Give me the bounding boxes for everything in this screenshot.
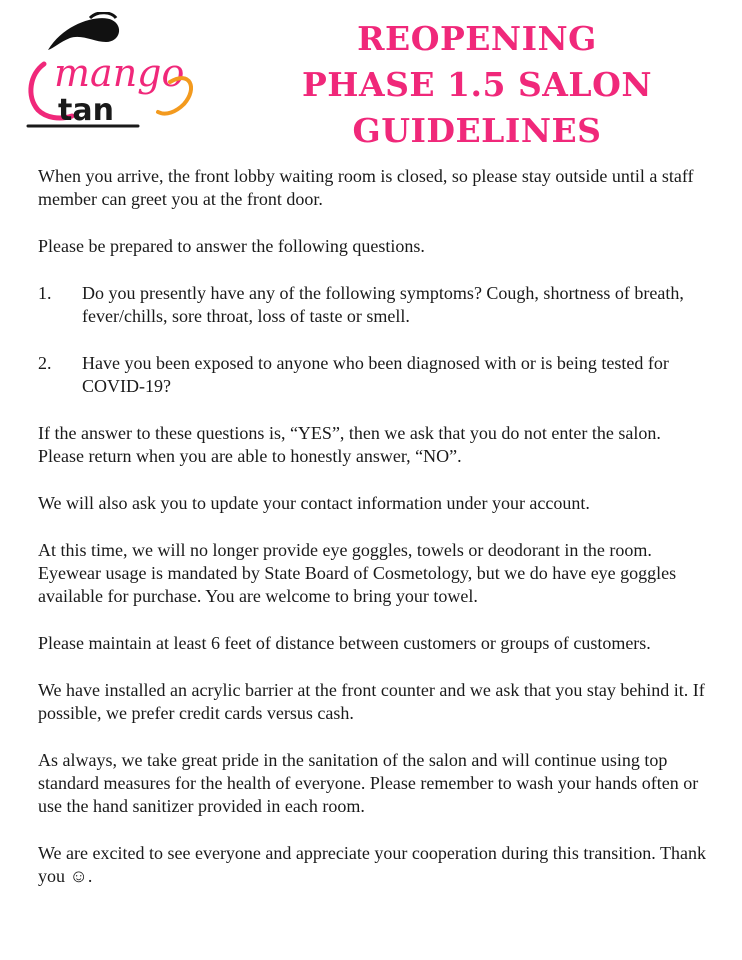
guidelines-body <box>38 165 710 912</box>
question-number: 1. <box>38 283 52 303</box>
question-text: Have you been exposed to anyone who been diagnosed with or is being tested for COVID-19? <box>82 353 669 396</box>
sanitation-paragraph: As always, we take great pride in the sanitation of the salon and will continue using top standard measures for the health of everyone. Please remember to wash your hands often or use the hand sanitizer provided in each room. <box>38 750 699 816</box>
title-line-1: REOPENING <box>357 19 597 58</box>
title-line-3: GUIDELINES <box>352 111 602 150</box>
question-item <box>38 352 710 398</box>
question-item <box>38 282 710 328</box>
arrival-paragraph: When you arrive, the front lobby waiting room is closed, so please stay outside until a staff member can greet you at the front door. <box>38 166 694 209</box>
questions-intro: Please be prepared to answer the following questions. <box>38 236 425 256</box>
contact-info-paragraph: We will also ask you to update your contact information under your account. <box>38 493 590 513</box>
yes-answer-paragraph: If the answer to these questions is, “YES”, then we ask that you do not enter the salon. Please return when you are able to honestly answer, “NO”. <box>38 423 661 466</box>
logo-leaf-icon <box>48 18 119 50</box>
page-title <box>262 16 692 154</box>
closing-paragraph: We are excited to see everyone and appreciate your cooperation during this transition. Thank you ☺. <box>38 843 706 886</box>
title-line-2: PHASE 1.5 SALON <box>301 65 653 104</box>
question-number: 2. <box>38 353 52 373</box>
logo-word-tan: tan <box>58 93 114 128</box>
logo-graphic <box>20 12 225 132</box>
screening-questions <box>38 282 710 398</box>
barrier-paragraph: We have installed an acrylic barrier at the front counter and we ask that you stay behind it. If possible, we prefer credit cards versus cash. <box>38 680 705 723</box>
mango-tan-logo <box>20 12 225 132</box>
logo-word-mango: mango <box>54 51 185 95</box>
question-text: Do you presently have any of the following symptoms? Cough, shortness of breath, fever/chills, sore throat, loss of taste or smell. <box>82 283 684 326</box>
distance-paragraph: Please maintain at least 6 feet of distance between customers or groups of customers. <box>38 633 651 653</box>
amenities-paragraph: At this time, we will no longer provide eye goggles, towels or deodorant in the room. Eyewear usage is mandated by State Board of Cosmetology, but we do have eye goggles available for purchase. You are welcome to bring your towel. <box>38 540 677 606</box>
